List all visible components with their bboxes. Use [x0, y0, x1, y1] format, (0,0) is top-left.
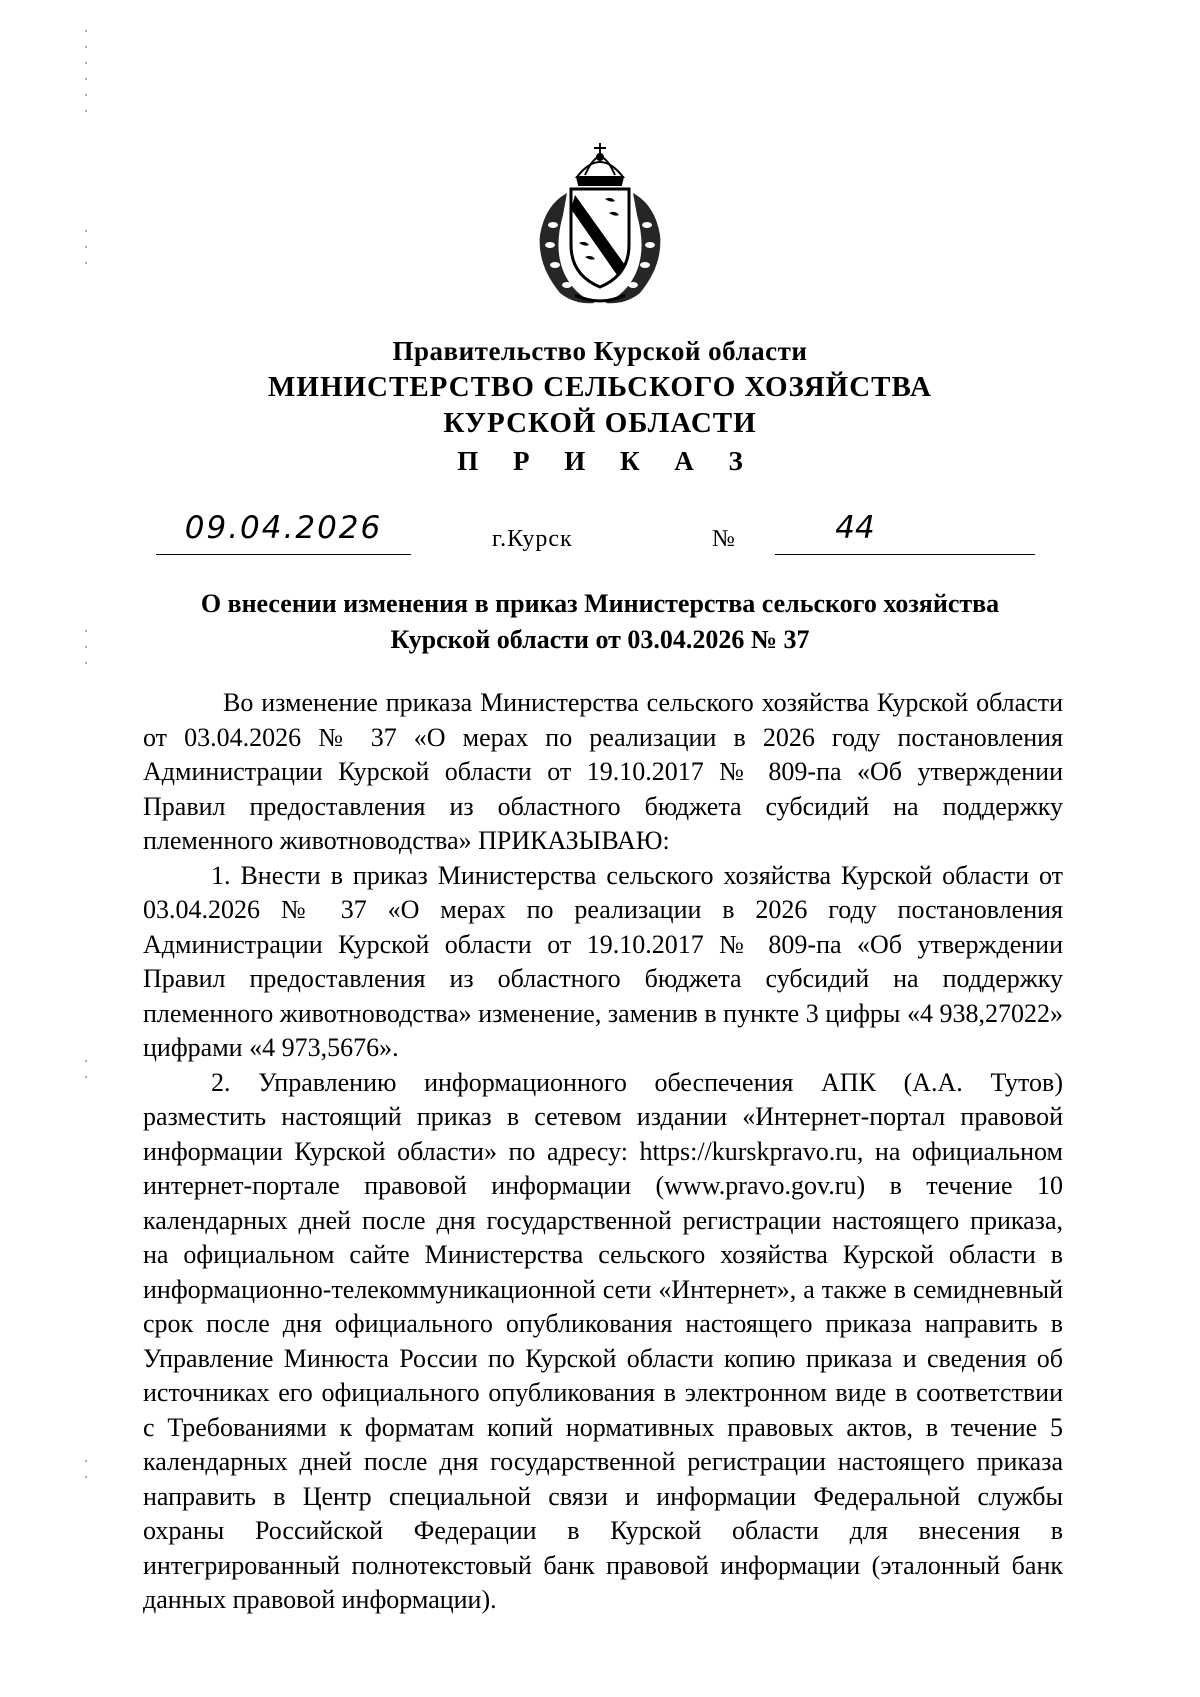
item-1-paragraph: 1. Внести в приказ Министерства сельского хозяйства Курской области от 03.04.2026 № 37 «О мерах по реализации в 2026 году постановления Администрации Курской области от 19.10.2017 № 809-па «Об утверждении Правил предоставления из областного бюджета субсидий на поддержку племенного животноводства» изменение, заменив в пункте 3 цифры «4 938,27022» цифрами «4 973,5676». — [143, 860, 1063, 1062]
order-number-field — [775, 510, 1035, 555]
kursk-coat-of-arms-emblem — [505, 135, 695, 310]
scan-margin-dots — [85, 1460, 89, 1492]
subject-line1: О внесении изменения в приказ Министерства сельского хозяйства — [200, 589, 1000, 618]
document-header — [0, 333, 1200, 481]
number-label: № — [712, 526, 735, 552]
order-date-handwritten: 09.04.2026 — [184, 510, 383, 546]
city-label: г.Курск — [492, 526, 573, 552]
ministry-name-line2: КУРСКОЙ ОБЛАСТИ — [443, 407, 757, 439]
ministry-name-line1: МИНИСТЕРСТВО СЕЛЬСКОГО ХОЗЯЙСТВА — [268, 371, 932, 403]
document-type: П Р И К А З — [457, 446, 757, 476]
order-number-handwritten: 44 — [835, 510, 875, 546]
item-2-paragraph: 2. Управлению информационного обеспечения АПК (А.А. Тутов) разместить настоящий приказ в сетевом издании «Интернет-портал правовой информации Курской области» по адресу: https://kurskpravo.ru, на официальном интернет-портале правовой информации (www.pravo.gov.ru) в течение 10 календарных дней после дня государственной регистрации настоящего приказа, на официальном сайте Министерства сельского хозяйства Курской области в информационно-телекоммуникационной сети «Интернет», а также в семидневный срок после дня официального опубликования настоящего приказа направить в Управление Минюста России по Курской области копию приказа и сведения об источниках его официального опубликования в электронном виде в соответствии с Требованиями к форматам копий нормативных правовых актов, в течение 5 календарных дней после дня государственной регистрации настоящего приказа направить в Центр специальной связи и информации Федеральной службы охраны Российской Федерации в Курской области для внесения в интегрированный полнотекстовый банк правовой информации (эталонный банк данных правовой информации). — [143, 1067, 1063, 1614]
subject-line2: Курской области от 03.04.2026 № 37 — [390, 625, 810, 654]
scan-margin-dots — [85, 30, 89, 126]
order-date-field — [156, 510, 411, 555]
government-name: Правительство Курской области — [392, 336, 808, 366]
scan-margin-dots — [85, 230, 89, 278]
scan-margin-dots — [85, 1060, 89, 1092]
preamble-paragraph: Во изменение приказа Министерства сельского хозяйства Курской области от 03.04.2026 № 37 «О мерах по реализации в 2026 году постановления Администрации Курской области от 19.10.2017 № 809-па «Об утверждении Правил предоставления из областного бюджета субсидий на поддержку племенного животноводства» ПРИКАЗЫВАЮ: — [143, 688, 1063, 855]
order-body — [143, 686, 1063, 1618]
order-subject — [0, 586, 1200, 658]
